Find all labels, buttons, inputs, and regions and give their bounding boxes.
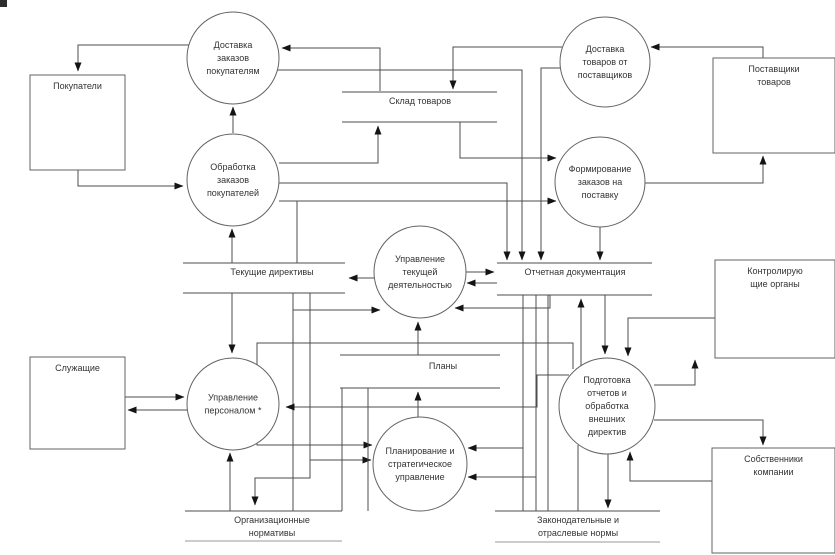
process-label: заказов: [217, 53, 249, 63]
flow-directives-to-planning: [310, 293, 371, 460]
datastore-current-directives: [183, 263, 345, 293]
process-label: заказов: [217, 175, 249, 185]
process-label: деятельностью: [388, 280, 452, 290]
process-report-preparation: [559, 358, 655, 454]
flow-warehouse-to-order-forming: [460, 122, 556, 158]
process-label: Обработка: [210, 162, 256, 172]
datastore-report-docs: [497, 263, 652, 295]
process-label: персоналом *: [204, 405, 262, 416]
flow-report-docs-to-planning-2: [468, 295, 536, 477]
datastore-label: отраслевые нормы: [537, 528, 619, 538]
flow-buyers-to-order-processing: [78, 170, 183, 186]
flow-fork-to-org-norms: [255, 460, 310, 505]
process-label: заказов на: [577, 177, 623, 187]
process-label: управление: [395, 472, 445, 482]
flow-report-docs-to-planning-1: [468, 295, 523, 448]
process-label: Доставка: [585, 44, 625, 54]
process-label: Доставка: [213, 40, 253, 50]
process-label: Формирование: [568, 164, 632, 174]
entity-regulators: [715, 260, 835, 358]
process-label: Планирование и: [385, 446, 455, 456]
flow-delivery-to-buyers: [78, 45, 189, 71]
process-goods-delivery-from-suppliers: [560, 17, 650, 107]
entity-label: Собственники: [744, 454, 803, 464]
flow-regulators-to-report-prep: [628, 318, 715, 356]
datastore-goods-warehouse: [342, 92, 497, 122]
datastore-label: Отчетная документация: [524, 267, 626, 277]
process-supply-order-forming: [555, 137, 645, 227]
entity-label: Служащие: [55, 363, 100, 373]
datastore-label: Организационные: [234, 515, 310, 525]
entity-buyers: [30, 75, 125, 170]
datastore-org-norms: [185, 511, 342, 541]
datastore-plans: [340, 355, 500, 388]
process-label: внешних: [588, 414, 626, 424]
entity-suppliers: [713, 58, 835, 153]
flow-directives-to-current-mgmt: [293, 293, 380, 310]
process-customer-order-processing: [187, 134, 279, 226]
datastore-label: Законодательные и: [537, 515, 619, 525]
flow-report-prep-to-hr: [286, 375, 569, 407]
entity-label: товаров: [757, 77, 791, 87]
process-label: текущей: [402, 267, 438, 277]
flow-order-forming-to-suppliers: [645, 156, 763, 183]
entity-label: щие органы: [750, 279, 800, 289]
process-label: покупателей: [206, 188, 260, 198]
flow-report-prep-to-regulators: [654, 360, 695, 385]
process-hr-management: [187, 358, 279, 450]
flow-owners-to-report-prep: [630, 452, 712, 481]
process-label: Подготовка: [583, 375, 631, 385]
process-label: поставку: [581, 190, 619, 200]
datastore-label: Текущие директивы: [230, 267, 314, 277]
process-delivery-to-customers: [187, 12, 279, 104]
entity-owners: [712, 448, 835, 553]
process-circle: [187, 358, 279, 450]
process-label: товаров от: [582, 57, 628, 67]
process-label: Управление: [394, 254, 446, 264]
process-current-activity-management: [374, 226, 466, 318]
process-label: покупателям: [206, 66, 260, 76]
entity-label: Поставщики: [748, 64, 800, 74]
process-label: Управление: [207, 392, 259, 403]
process-label: поставщиков: [577, 70, 633, 80]
process-label: директив: [587, 427, 627, 437]
flow-order-processing-to-warehouse: [279, 126, 378, 163]
datastore-label: Планы: [428, 361, 458, 371]
datastore-law-norms: [495, 511, 660, 542]
datastore-label: нормативы: [248, 528, 296, 538]
process-label: стратегическое: [387, 459, 453, 469]
entity-label: Покупатели: [53, 81, 102, 91]
process-label: обработка: [585, 401, 629, 411]
flow-report-prep-to-owners: [654, 420, 763, 445]
entity-label: компании: [753, 467, 794, 477]
corner-artifact: [0, 0, 7, 7]
entity-employees: [30, 357, 125, 449]
flow-suppliers-to-goods-delivery: [651, 47, 763, 58]
datastore-label: Склад товаров: [388, 96, 452, 106]
process-label: отчетов и: [587, 388, 627, 398]
process-strategic-planning: [373, 417, 467, 511]
entity-label: Контролирую: [747, 266, 803, 276]
